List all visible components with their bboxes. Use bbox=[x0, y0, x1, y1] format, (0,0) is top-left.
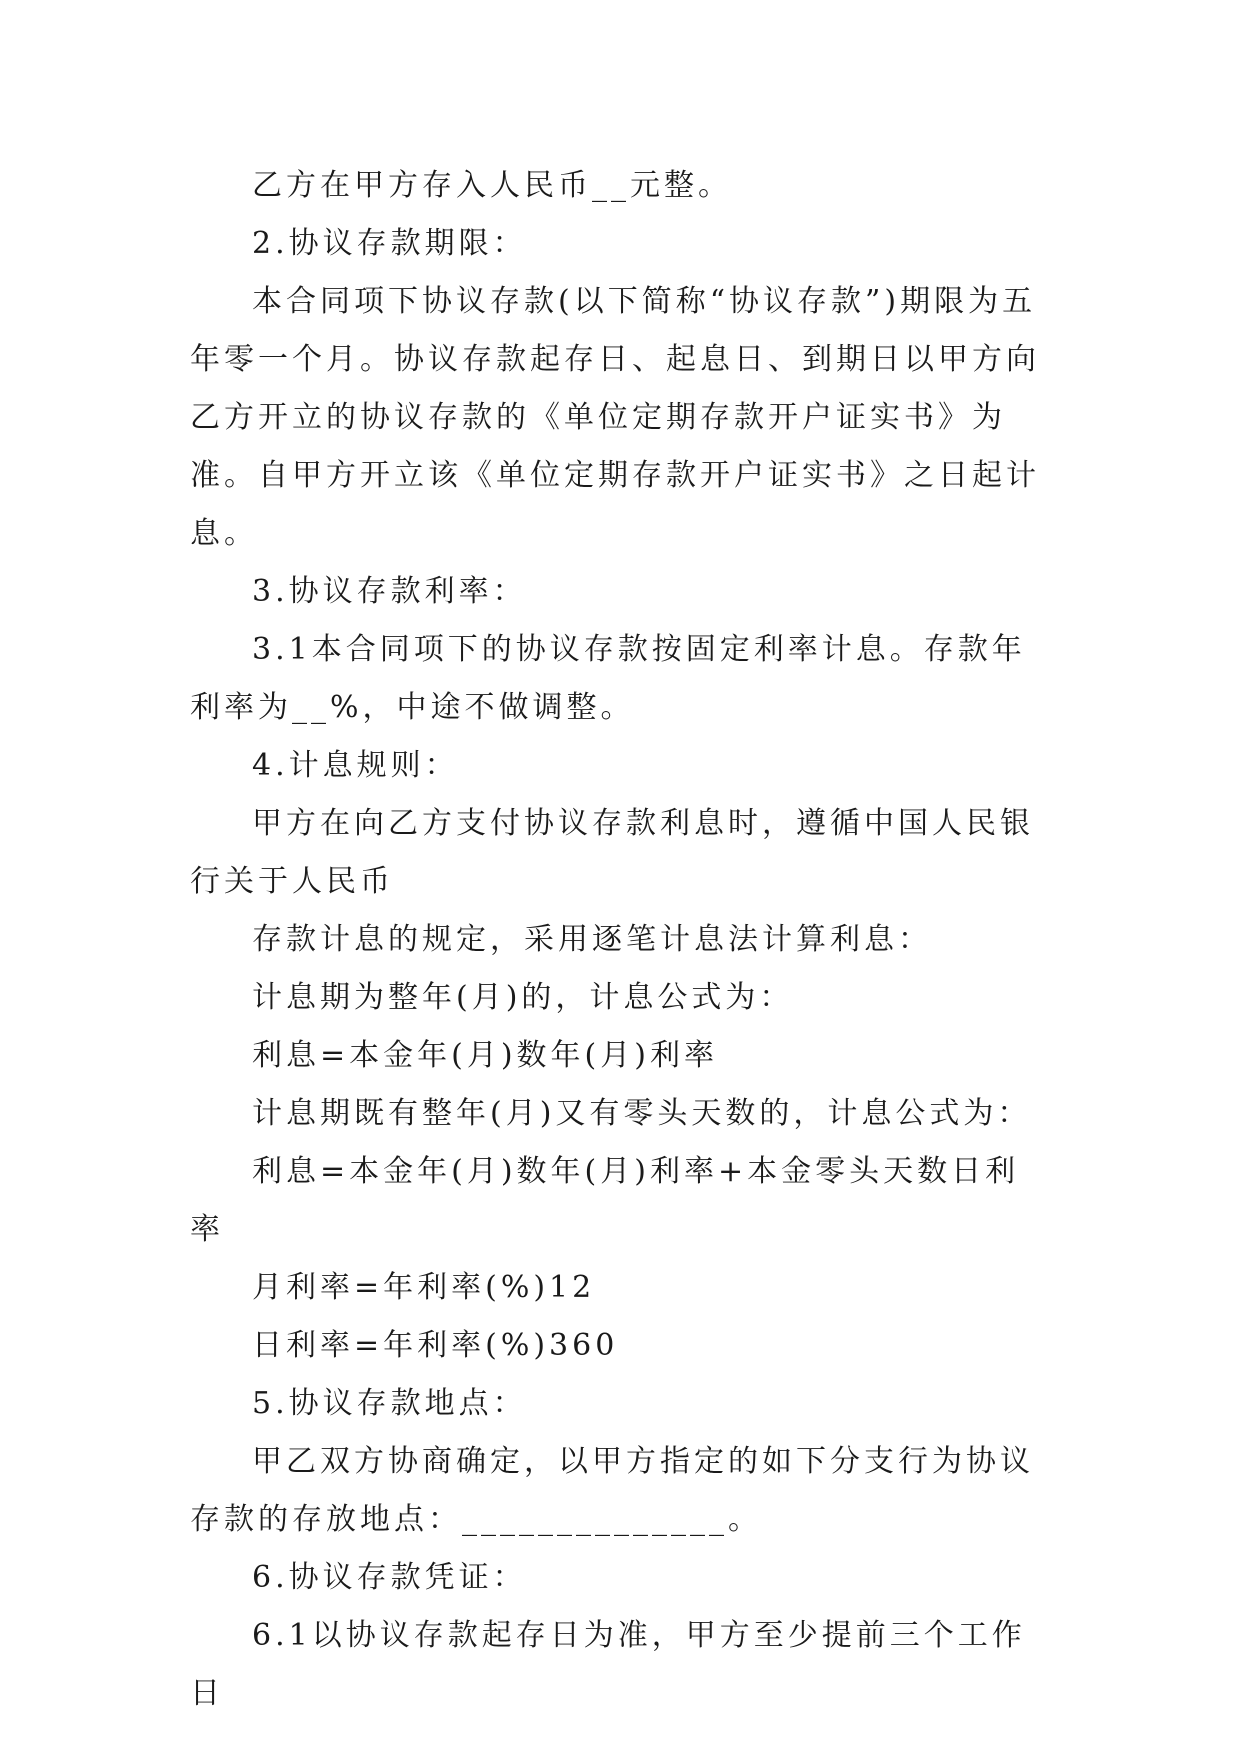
paragraph-deposit-location: 甲乙双方协商确定，以甲方指定的如下分支行为协议存款的存放地点：______________。 bbox=[190, 1444, 1034, 1537]
paragraph-interest-rate: 3.1本合同项下的协议存款按固定利率计息。存款年利率为__%，中途不做调整。 bbox=[190, 632, 1026, 725]
document-body bbox=[190, 157, 1050, 1723]
paragraph-deposit-amount: 乙方在甲方存入人民币__元整。 bbox=[252, 168, 732, 203]
paragraph-deposit-term: 本合同项下协议存款(以下简称“协议存款”)期限为五年零一个月。协议存款起存日、起息日、到期日以甲方向乙方开立的协议存款的《单位定期存款开户证实书》为准。自甲方开立该《单位定期存款开户证实书》之日起计息。 bbox=[190, 284, 1040, 551]
heading-interest-rules: 4.计息规则： bbox=[252, 748, 459, 783]
formula-whole-period: 利息=本金年(月)数年(月)利率 bbox=[252, 1038, 718, 1073]
heading-deposit-location: 5.协议存款地点： bbox=[252, 1386, 527, 1421]
heading-deposit-term: 2.协议存款期限： bbox=[252, 226, 527, 261]
paragraph-mixed-period-formula-intro: 计息期既有整年(月)又有零头天数的，计息公式为： bbox=[252, 1096, 1032, 1131]
heading-deposit-certificate: 6.协议存款凭证： bbox=[252, 1560, 527, 1595]
formula-monthly-rate: 月利率=年利率(%)12 bbox=[252, 1270, 596, 1305]
formula-daily-rate: 日利率=年利率(%)360 bbox=[252, 1328, 619, 1363]
paragraph-whole-period-formula-intro: 计息期为整年(月)的，计息公式为： bbox=[252, 980, 794, 1015]
paragraph-deposit-certificate: 6.1以协议存款起存日为准，甲方至少提前三个工作日 bbox=[190, 1618, 1026, 1711]
heading-interest-rate: 3.协议存款利率： bbox=[252, 574, 527, 609]
paragraph-calculation-method: 存款计息的规定，采用逐笔计息法计算利息： bbox=[252, 922, 932, 957]
paragraph-interest-rules: 甲方在向乙方支付协议存款利息时，遵循中国人民银行关于人民币 bbox=[190, 806, 1034, 899]
formula-mixed-period: 利息=本金年(月)数年(月)利率+本金零头天数日利率 bbox=[190, 1154, 1020, 1247]
